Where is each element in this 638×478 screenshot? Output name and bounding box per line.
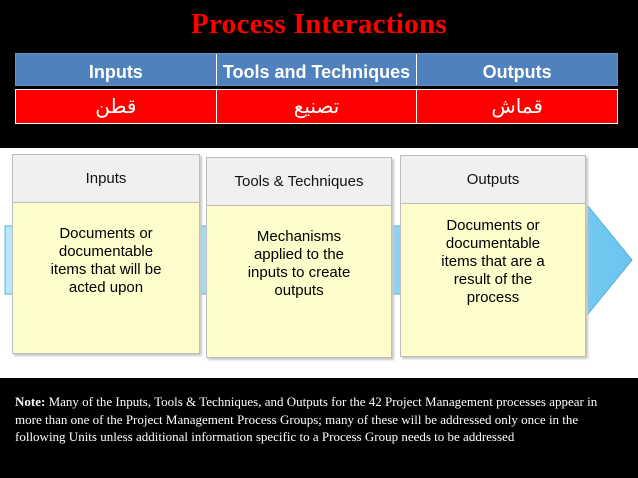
tools-box-heading: Tools & Techniques: [207, 158, 391, 206]
inputs-box: [12, 154, 200, 354]
arabic-tools: تصنيع: [217, 90, 418, 123]
box-line: Documents or: [446, 217, 540, 234]
header-inputs: Inputs: [16, 54, 217, 85]
box-line: Mechanisms: [256, 228, 342, 245]
outputs-box: [400, 155, 586, 357]
box-line: outputs: [274, 282, 324, 299]
note-body: Many of the Inputs, Tools & Techniques, and Outputs for the 42 Project Management processes appear in more than one of the Project Management Process Groups; many of these will be addressed only once in the following Units unless additional information specific to a Process Group needs to be addressed: [15, 394, 598, 444]
box-line: inputs to create: [247, 264, 351, 281]
inputs-box-text: [13, 203, 199, 297]
box-line: Documents or: [59, 225, 153, 242]
box-line: documentable: [58, 243, 154, 260]
header-tools: Tools and Techniques: [217, 54, 418, 85]
note-label: Note:: [15, 394, 46, 409]
arabic-inputs: قطن: [16, 90, 217, 123]
arabic-table: [15, 89, 618, 124]
tools-box-text: [207, 206, 391, 300]
arabic-outputs: قماش: [491, 94, 543, 118]
box-line: items that will be: [50, 261, 162, 278]
box-line: items that are a: [441, 253, 545, 270]
outputs-box-text: [401, 204, 585, 307]
outputs-box-heading: Outputs: [401, 156, 585, 204]
header-outputs: Outputs: [482, 62, 552, 82]
slide-title: Process Interactions: [191, 8, 447, 40]
note-text: [15, 393, 625, 446]
box-line: applied to the: [253, 246, 345, 263]
tools-box: [206, 157, 392, 358]
box-line: documentable: [445, 235, 541, 252]
process-diagram: [0, 148, 638, 378]
box-line: process: [466, 289, 520, 306]
box-line: result of the: [453, 271, 533, 288]
box-line: acted upon: [68, 279, 144, 296]
header-table: [15, 53, 618, 86]
inputs-box-heading: Inputs: [13, 155, 199, 203]
